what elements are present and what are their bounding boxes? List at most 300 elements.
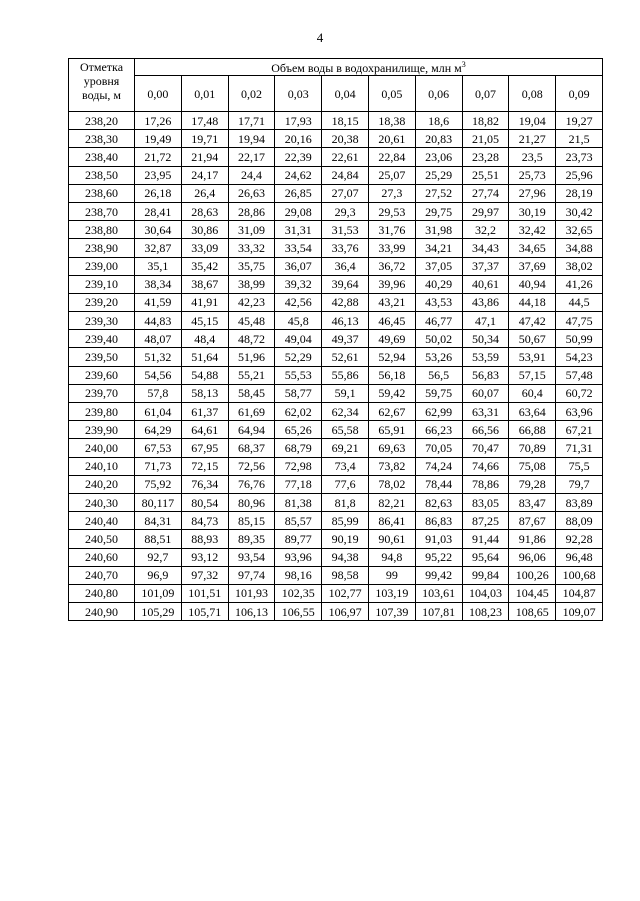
volume-cell: 76,34 bbox=[181, 475, 228, 493]
volume-cell: 28,41 bbox=[135, 202, 182, 220]
volume-cell: 106,55 bbox=[275, 603, 322, 621]
table-row bbox=[69, 293, 603, 311]
level-cell: 239,10 bbox=[69, 275, 135, 293]
volume-cell: 76,76 bbox=[228, 475, 275, 493]
table-row bbox=[69, 130, 603, 148]
volume-cell: 104,45 bbox=[509, 584, 556, 602]
volume-cell: 62,02 bbox=[275, 403, 322, 421]
volume-cell: 53,59 bbox=[462, 348, 509, 366]
volume-cell: 55,53 bbox=[275, 366, 322, 384]
volume-cell: 107,39 bbox=[368, 603, 415, 621]
volume-cell: 74,66 bbox=[462, 457, 509, 475]
level-cell: 239,40 bbox=[69, 330, 135, 348]
volume-cell: 31,31 bbox=[275, 221, 322, 239]
volume-cell: 73,4 bbox=[322, 457, 369, 475]
volume-cell: 66,88 bbox=[509, 421, 556, 439]
volume-cell: 19,04 bbox=[509, 112, 556, 130]
volume-cell: 28,86 bbox=[228, 202, 275, 220]
table-row bbox=[69, 148, 603, 166]
volume-cell: 31,76 bbox=[368, 221, 415, 239]
volume-cell: 29,3 bbox=[322, 202, 369, 220]
volume-cell: 78,86 bbox=[462, 475, 509, 493]
volume-cell: 54,88 bbox=[181, 366, 228, 384]
volume-cell: 38,34 bbox=[135, 275, 182, 293]
table-row bbox=[69, 348, 603, 366]
volume-cell: 50,67 bbox=[509, 330, 556, 348]
volume-cell: 71,73 bbox=[135, 457, 182, 475]
volume-cell: 65,26 bbox=[275, 421, 322, 439]
table-row bbox=[69, 239, 603, 257]
volume-cell: 37,37 bbox=[462, 257, 509, 275]
volume-cell: 36,4 bbox=[322, 257, 369, 275]
volume-cell: 61,04 bbox=[135, 403, 182, 421]
table-row bbox=[69, 421, 603, 439]
column-header: 0,04 bbox=[322, 76, 369, 112]
volume-cell: 53,91 bbox=[509, 348, 556, 366]
volume-cell: 35,42 bbox=[181, 257, 228, 275]
volume-cell: 23,06 bbox=[415, 148, 462, 166]
level-cell: 238,50 bbox=[69, 166, 135, 184]
volume-cell: 25,73 bbox=[509, 166, 556, 184]
volume-cell: 108,65 bbox=[509, 603, 556, 621]
volume-cell: 55,21 bbox=[228, 366, 275, 384]
table-row bbox=[69, 330, 603, 348]
volume-cell: 39,96 bbox=[368, 275, 415, 293]
volume-cell: 62,99 bbox=[415, 403, 462, 421]
volume-cell: 29,97 bbox=[462, 202, 509, 220]
column-header: 0,09 bbox=[556, 76, 603, 112]
volume-cell: 26,63 bbox=[228, 184, 275, 202]
volume-cell: 48,72 bbox=[228, 330, 275, 348]
volume-cell: 74,24 bbox=[415, 457, 462, 475]
volume-cell: 83,89 bbox=[556, 493, 603, 511]
volume-cell: 30,42 bbox=[556, 202, 603, 220]
volume-cell: 23,95 bbox=[135, 166, 182, 184]
volume-cell: 52,61 bbox=[322, 348, 369, 366]
volume-cell: 99,42 bbox=[415, 566, 462, 584]
volume-cell: 37,69 bbox=[509, 257, 556, 275]
volume-cell: 104,87 bbox=[556, 584, 603, 602]
volume-cell: 21,27 bbox=[509, 130, 556, 148]
level-cell: 239,50 bbox=[69, 348, 135, 366]
volume-cell: 45,8 bbox=[275, 312, 322, 330]
volume-cell: 26,4 bbox=[181, 184, 228, 202]
level-cell: 240,70 bbox=[69, 566, 135, 584]
volume-cell: 64,94 bbox=[228, 421, 275, 439]
volume-cell: 47,42 bbox=[509, 312, 556, 330]
volume-cell: 33,76 bbox=[322, 239, 369, 257]
column-header: 0,07 bbox=[462, 76, 509, 112]
volume-cell: 27,74 bbox=[462, 184, 509, 202]
volume-cell: 82,21 bbox=[368, 493, 415, 511]
volume-cell: 58,77 bbox=[275, 384, 322, 402]
volume-cell: 26,85 bbox=[275, 184, 322, 202]
volume-cell: 38,99 bbox=[228, 275, 275, 293]
volume-cell: 34,43 bbox=[462, 239, 509, 257]
volume-cell: 32,2 bbox=[462, 221, 509, 239]
level-cell: 238,40 bbox=[69, 148, 135, 166]
volume-cell: 19,94 bbox=[228, 130, 275, 148]
volume-cell: 22,61 bbox=[322, 148, 369, 166]
volume-cell: 80,54 bbox=[181, 493, 228, 511]
volume-cell: 28,63 bbox=[181, 202, 228, 220]
table-row bbox=[69, 112, 603, 130]
volume-cell: 50,99 bbox=[556, 330, 603, 348]
table-row bbox=[69, 257, 603, 275]
volume-cell: 54,56 bbox=[135, 366, 182, 384]
volume-cell: 39,32 bbox=[275, 275, 322, 293]
volume-cell: 31,09 bbox=[228, 221, 275, 239]
volume-cell: 80,117 bbox=[135, 493, 182, 511]
volume-cell: 107,81 bbox=[415, 603, 462, 621]
volume-cell: 70,89 bbox=[509, 439, 556, 457]
volume-cell: 39,64 bbox=[322, 275, 369, 293]
volume-cell: 29,75 bbox=[415, 202, 462, 220]
table-row bbox=[69, 312, 603, 330]
table-row bbox=[69, 202, 603, 220]
volume-cell: 68,79 bbox=[275, 439, 322, 457]
volume-cell: 43,53 bbox=[415, 293, 462, 311]
volume-cell: 28,19 bbox=[556, 184, 603, 202]
table-row bbox=[69, 403, 603, 421]
volume-cell: 79,28 bbox=[509, 475, 556, 493]
column-header-row bbox=[69, 76, 603, 112]
volume-cell: 80,96 bbox=[228, 493, 275, 511]
volume-cell: 61,37 bbox=[181, 403, 228, 421]
volume-cell: 106,13 bbox=[228, 603, 275, 621]
volume-cell: 90,19 bbox=[322, 530, 369, 548]
level-cell: 238,90 bbox=[69, 239, 135, 257]
volume-cell: 90,61 bbox=[368, 530, 415, 548]
volume-cell: 61,69 bbox=[228, 403, 275, 421]
volume-cell: 93,96 bbox=[275, 548, 322, 566]
volume-cell: 30,86 bbox=[181, 221, 228, 239]
volume-cell: 66,56 bbox=[462, 421, 509, 439]
volume-cell: 18,82 bbox=[462, 112, 509, 130]
volume-cell: 57,48 bbox=[556, 366, 603, 384]
volume-cell: 24,84 bbox=[322, 166, 369, 184]
volume-cell: 60,07 bbox=[462, 384, 509, 402]
volume-cell: 79,7 bbox=[556, 475, 603, 493]
volume-cell: 22,39 bbox=[275, 148, 322, 166]
volume-cell: 24,17 bbox=[181, 166, 228, 184]
table-row bbox=[69, 275, 603, 293]
volume-cell: 34,65 bbox=[509, 239, 556, 257]
column-header: 0,00 bbox=[135, 76, 182, 112]
volume-cell: 75,92 bbox=[135, 475, 182, 493]
volume-cell: 98,16 bbox=[275, 566, 322, 584]
volume-header-text: Объем воды в водохранилище, млн м bbox=[271, 60, 462, 75]
volume-cell: 83,47 bbox=[509, 493, 556, 511]
level-cell: 239,60 bbox=[69, 366, 135, 384]
volume-cell: 95,64 bbox=[462, 548, 509, 566]
volume-cell: 89,77 bbox=[275, 530, 322, 548]
volume-cell: 17,71 bbox=[228, 112, 275, 130]
table-row bbox=[69, 184, 603, 202]
volume-cell: 96,48 bbox=[556, 548, 603, 566]
volume-cell: 52,29 bbox=[275, 348, 322, 366]
level-cell: 240,00 bbox=[69, 439, 135, 457]
volume-cell: 58,13 bbox=[181, 384, 228, 402]
volume-cell: 62,67 bbox=[368, 403, 415, 421]
level-cell: 238,80 bbox=[69, 221, 135, 239]
column-header: 0,05 bbox=[368, 76, 415, 112]
volume-cell: 98,58 bbox=[322, 566, 369, 584]
volume-cell: 109,07 bbox=[556, 603, 603, 621]
volume-cell: 55,86 bbox=[322, 366, 369, 384]
column-header: 0,06 bbox=[415, 76, 462, 112]
table-row bbox=[69, 493, 603, 511]
volume-cell: 93,12 bbox=[181, 548, 228, 566]
volume-cell: 21,94 bbox=[181, 148, 228, 166]
volume-cell: 67,53 bbox=[135, 439, 182, 457]
volume-cell: 51,64 bbox=[181, 348, 228, 366]
volume-cell: 51,32 bbox=[135, 348, 182, 366]
table-row bbox=[69, 221, 603, 239]
level-cell: 240,80 bbox=[69, 584, 135, 602]
volume-cell: 23,5 bbox=[509, 148, 556, 166]
volume-cell: 24,4 bbox=[228, 166, 275, 184]
volume-cell: 58,45 bbox=[228, 384, 275, 402]
volume-cell: 56,18 bbox=[368, 366, 415, 384]
volume-cell: 100,68 bbox=[556, 566, 603, 584]
volume-cell: 38,67 bbox=[181, 275, 228, 293]
volume-cell: 88,51 bbox=[135, 530, 182, 548]
level-cell: 240,90 bbox=[69, 603, 135, 621]
volume-cell: 87,67 bbox=[509, 512, 556, 530]
volume-cell: 101,93 bbox=[228, 584, 275, 602]
volume-cell: 53,26 bbox=[415, 348, 462, 366]
volume-cell: 33,32 bbox=[228, 239, 275, 257]
volume-header bbox=[135, 59, 603, 76]
volume-cell: 19,49 bbox=[135, 130, 182, 148]
volume-cell: 27,52 bbox=[415, 184, 462, 202]
volume-cell: 32,42 bbox=[509, 221, 556, 239]
volume-cell: 19,71 bbox=[181, 130, 228, 148]
volume-cell: 31,53 bbox=[322, 221, 369, 239]
volume-cell: 41,59 bbox=[135, 293, 182, 311]
table-row bbox=[69, 384, 603, 402]
level-cell: 239,70 bbox=[69, 384, 135, 402]
volume-cell: 22,17 bbox=[228, 148, 275, 166]
volume-cell: 17,93 bbox=[275, 112, 322, 130]
volume-cell: 64,61 bbox=[181, 421, 228, 439]
volume-cell: 103,19 bbox=[368, 584, 415, 602]
level-cell: 240,40 bbox=[69, 512, 135, 530]
volume-cell: 93,54 bbox=[228, 548, 275, 566]
volume-cell: 44,5 bbox=[556, 293, 603, 311]
volume-cell: 81,38 bbox=[275, 493, 322, 511]
volume-cell: 78,44 bbox=[415, 475, 462, 493]
volume-cell: 69,63 bbox=[368, 439, 415, 457]
level-cell: 239,30 bbox=[69, 312, 135, 330]
volume-cell: 85,57 bbox=[275, 512, 322, 530]
volume-cell: 49,04 bbox=[275, 330, 322, 348]
volume-cell: 52,94 bbox=[368, 348, 415, 366]
volume-cell: 70,05 bbox=[415, 439, 462, 457]
volume-cell: 40,61 bbox=[462, 275, 509, 293]
page-number: 4 bbox=[316, 30, 324, 45]
volume-cell: 46,77 bbox=[415, 312, 462, 330]
volume-cell: 105,29 bbox=[135, 603, 182, 621]
volume-cell: 17,26 bbox=[135, 112, 182, 130]
volume-cell: 20,38 bbox=[322, 130, 369, 148]
column-header: 0,02 bbox=[228, 76, 275, 112]
volume-cell: 19,27 bbox=[556, 112, 603, 130]
volume-cell: 67,95 bbox=[181, 439, 228, 457]
volume-cell: 65,91 bbox=[368, 421, 415, 439]
volume-cell: 43,21 bbox=[368, 293, 415, 311]
volume-cell: 105,71 bbox=[181, 603, 228, 621]
volume-cell: 57,15 bbox=[509, 366, 556, 384]
volume-cell: 25,51 bbox=[462, 166, 509, 184]
volume-cell: 48,07 bbox=[135, 330, 182, 348]
volume-cell: 96,9 bbox=[135, 566, 182, 584]
volume-cell: 82,63 bbox=[415, 493, 462, 511]
volume-cell: 42,56 bbox=[275, 293, 322, 311]
volume-cell: 81,8 bbox=[322, 493, 369, 511]
volume-cell: 18,15 bbox=[322, 112, 369, 130]
volume-cell: 95,22 bbox=[415, 548, 462, 566]
volume-cell: 21,05 bbox=[462, 130, 509, 148]
column-header: 0,01 bbox=[181, 76, 228, 112]
volume-cell: 17,48 bbox=[181, 112, 228, 130]
table-row bbox=[69, 457, 603, 475]
volume-cell: 41,26 bbox=[556, 275, 603, 293]
volume-cell: 42,88 bbox=[322, 293, 369, 311]
volume-cell: 102,35 bbox=[275, 584, 322, 602]
volume-cell: 97,74 bbox=[228, 566, 275, 584]
volume-cell: 83,05 bbox=[462, 493, 509, 511]
volume-cell: 87,25 bbox=[462, 512, 509, 530]
volume-cell: 91,03 bbox=[415, 530, 462, 548]
volume-cell: 75,08 bbox=[509, 457, 556, 475]
volume-cell: 47,75 bbox=[556, 312, 603, 330]
volume-cell: 66,23 bbox=[415, 421, 462, 439]
volume-cell: 24,62 bbox=[275, 166, 322, 184]
volume-cell: 88,93 bbox=[181, 530, 228, 548]
volume-cell: 94,8 bbox=[368, 548, 415, 566]
volume-cell: 20,83 bbox=[415, 130, 462, 148]
volume-cell: 37,05 bbox=[415, 257, 462, 275]
volume-cell: 35,75 bbox=[228, 257, 275, 275]
volume-cell: 67,21 bbox=[556, 421, 603, 439]
volume-cell: 22,84 bbox=[368, 148, 415, 166]
volume-cell: 72,98 bbox=[275, 457, 322, 475]
volume-cell: 85,15 bbox=[228, 512, 275, 530]
volume-cell: 23,28 bbox=[462, 148, 509, 166]
table-row bbox=[69, 512, 603, 530]
volume-cell: 32,65 bbox=[556, 221, 603, 239]
volume-cell: 88,09 bbox=[556, 512, 603, 530]
table-body bbox=[69, 112, 603, 621]
volume-cell: 104,03 bbox=[462, 584, 509, 602]
volume-cell: 63,31 bbox=[462, 403, 509, 421]
volume-cell: 40,29 bbox=[415, 275, 462, 293]
volume-cell: 62,34 bbox=[322, 403, 369, 421]
volume-cell: 44,18 bbox=[509, 293, 556, 311]
volume-cell: 99 bbox=[368, 566, 415, 584]
volume-cell: 36,07 bbox=[275, 257, 322, 275]
volume-cell: 27,3 bbox=[368, 184, 415, 202]
volume-cell: 44,83 bbox=[135, 312, 182, 330]
level-cell: 239,90 bbox=[69, 421, 135, 439]
volume-cell: 84,31 bbox=[135, 512, 182, 530]
volume-cell: 56,83 bbox=[462, 366, 509, 384]
volume-cell: 72,15 bbox=[181, 457, 228, 475]
volume-cell: 50,34 bbox=[462, 330, 509, 348]
volume-cell: 72,56 bbox=[228, 457, 275, 475]
volume-cell: 46,13 bbox=[322, 312, 369, 330]
volume-cell: 63,96 bbox=[556, 403, 603, 421]
volume-cell: 43,86 bbox=[462, 293, 509, 311]
table-row bbox=[69, 166, 603, 184]
volume-cell: 33,09 bbox=[181, 239, 228, 257]
volume-cell: 91,44 bbox=[462, 530, 509, 548]
volume-cell: 108,23 bbox=[462, 603, 509, 621]
volume-cell: 51,96 bbox=[228, 348, 275, 366]
volume-cell: 106,97 bbox=[322, 603, 369, 621]
volume-cell: 101,51 bbox=[181, 584, 228, 602]
level-cell: 240,30 bbox=[69, 493, 135, 511]
volume-cell: 26,18 bbox=[135, 184, 182, 202]
table-row bbox=[69, 439, 603, 457]
volume-cell: 33,54 bbox=[275, 239, 322, 257]
volume-cell: 57,8 bbox=[135, 384, 182, 402]
volume-cell: 30,19 bbox=[509, 202, 556, 220]
volume-cell: 50,02 bbox=[415, 330, 462, 348]
volume-cell: 94,38 bbox=[322, 548, 369, 566]
volume-cell: 97,32 bbox=[181, 566, 228, 584]
volume-cell: 63,64 bbox=[509, 403, 556, 421]
volume-cell: 71,31 bbox=[556, 439, 603, 457]
volume-cell: 77,6 bbox=[322, 475, 369, 493]
volume-cell: 23,73 bbox=[556, 148, 603, 166]
volume-cell: 103,61 bbox=[415, 584, 462, 602]
volume-cell: 75,5 bbox=[556, 457, 603, 475]
volume-cell: 38,02 bbox=[556, 257, 603, 275]
volume-cell: 100,26 bbox=[509, 566, 556, 584]
volume-cell: 59,75 bbox=[415, 384, 462, 402]
volume-cell: 34,21 bbox=[415, 239, 462, 257]
level-cell: 238,30 bbox=[69, 130, 135, 148]
level-cell: 239,80 bbox=[69, 403, 135, 421]
level-cell: 240,10 bbox=[69, 457, 135, 475]
volume-cell: 27,96 bbox=[509, 184, 556, 202]
volume-cell: 86,41 bbox=[368, 512, 415, 530]
volume-cell: 56,5 bbox=[415, 366, 462, 384]
volume-cell: 49,37 bbox=[322, 330, 369, 348]
volume-cell: 20,16 bbox=[275, 130, 322, 148]
column-header: 0,08 bbox=[509, 76, 556, 112]
table-row bbox=[69, 548, 603, 566]
volume-cell: 84,73 bbox=[181, 512, 228, 530]
table-row bbox=[69, 530, 603, 548]
level-cell: 240,60 bbox=[69, 548, 135, 566]
table-row bbox=[69, 475, 603, 493]
volume-cell: 60,72 bbox=[556, 384, 603, 402]
volume-cell: 69,21 bbox=[322, 439, 369, 457]
volume-cell: 33,99 bbox=[368, 239, 415, 257]
volume-cell: 92,7 bbox=[135, 548, 182, 566]
volume-cell: 86,83 bbox=[415, 512, 462, 530]
level-cell: 238,20 bbox=[69, 112, 135, 130]
level-header: Отметка уровня воды, м bbox=[69, 59, 135, 112]
volume-cell: 25,07 bbox=[368, 166, 415, 184]
volume-cell: 41,91 bbox=[181, 293, 228, 311]
volume-cell: 59,42 bbox=[368, 384, 415, 402]
volume-cell: 64,29 bbox=[135, 421, 182, 439]
